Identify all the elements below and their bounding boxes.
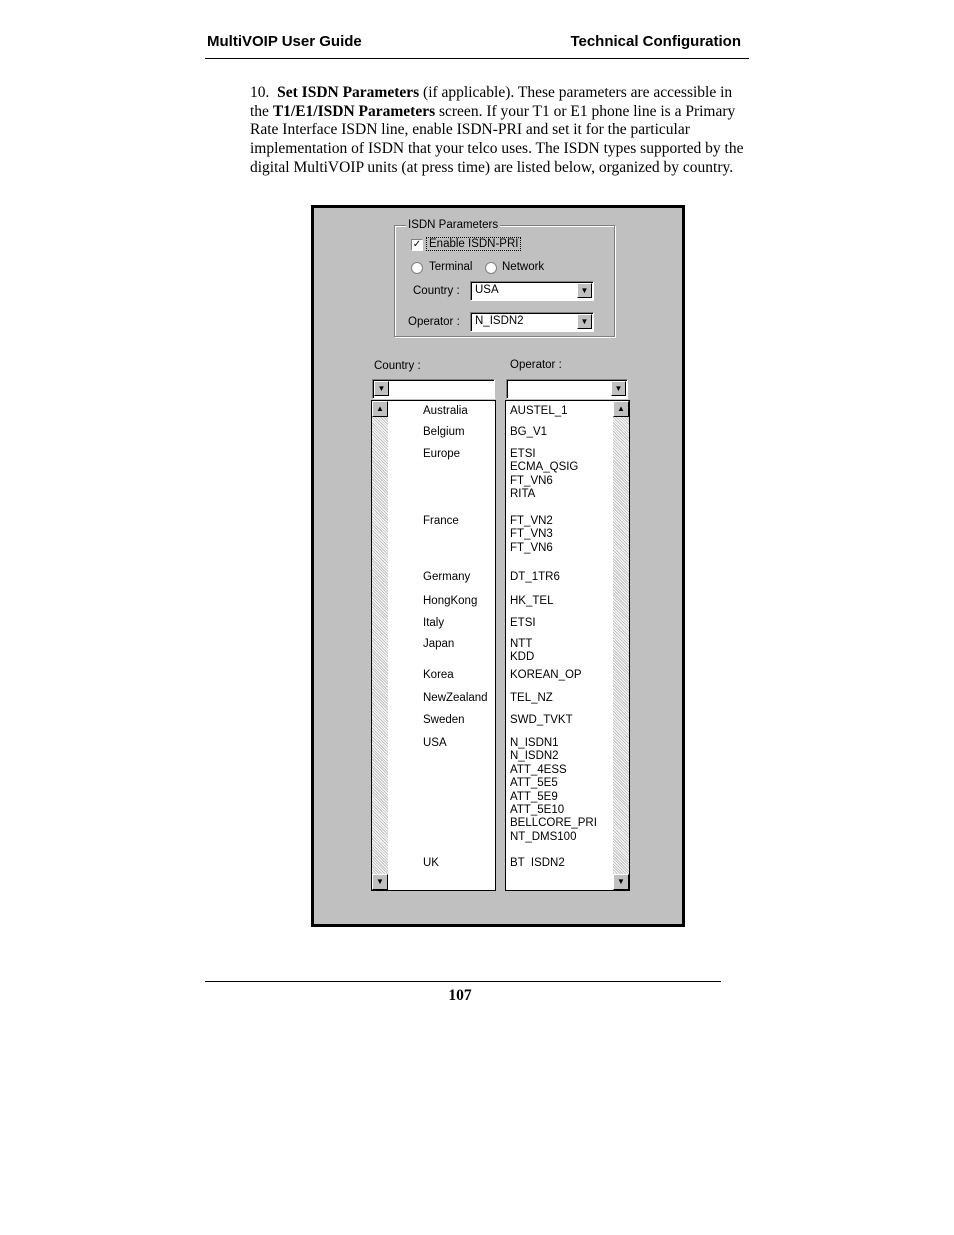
isdn-parameters-screenshot	[311, 205, 685, 927]
country-label: Country :	[413, 285, 460, 297]
isdn-group-title: ISDN Parameters	[408, 219, 499, 231]
operator-list-item[interactable]	[510, 857, 565, 870]
operator-name: FT_VN6	[510, 541, 553, 554]
operator-name: BG_V1	[510, 426, 548, 438]
country-list-item[interactable]: Korea	[423, 669, 454, 681]
operator-list-item[interactable]	[510, 405, 568, 418]
country-list-item[interactable]: Italy	[423, 617, 445, 629]
paragraph-text-1: (if applicable). These parameters are accessible in the	[250, 84, 733, 120]
country-list-scrollbar[interactable]	[372, 401, 388, 890]
operator-list-item[interactable]	[510, 426, 547, 439]
operator-list-item[interactable]	[510, 617, 536, 630]
checkmark-icon: ✓	[412, 239, 422, 250]
operator-name: ATT_5E9	[510, 790, 558, 803]
operator-list-item[interactable]	[510, 595, 553, 608]
operator-list-item[interactable]	[510, 669, 582, 682]
country-list-item[interactable]: Australia	[423, 405, 468, 417]
operator-name: ECMA_QSIG	[510, 461, 579, 474]
terminal-radio[interactable]	[411, 262, 423, 274]
operator-name: ATT_5E5	[510, 777, 558, 790]
operator-list[interactable]	[505, 400, 630, 891]
list-country-filter[interactable]	[372, 379, 495, 399]
network-radio[interactable]	[485, 262, 497, 274]
operator-name: SWD_TVKT	[510, 714, 573, 726]
operator-list-item[interactable]	[510, 448, 578, 502]
enable-isdn-pri-label[interactable]: Enable ISDN-PRI	[426, 237, 521, 251]
scroll-up-icon[interactable]: ▲	[613, 401, 629, 417]
terminal-radio-label[interactable]: Terminal	[429, 261, 473, 273]
country-list-item[interactable]: Germany	[423, 571, 471, 583]
scroll-down-icon[interactable]: ▼	[372, 874, 388, 890]
operator-name: KOREAN_OP	[510, 669, 582, 681]
chevron-down-icon[interactable]: ▼	[577, 283, 592, 298]
step-number: 10.	[250, 84, 270, 101]
screen-name: T1/E1/ISDN Parameters	[272, 102, 436, 120]
country-list-item[interactable]: Sweden	[423, 714, 465, 726]
operator-name: N_ISDN1	[510, 737, 559, 749]
list-operator-header: Operator :	[510, 359, 562, 371]
operator-select-value: N_ISDN2	[475, 315, 524, 327]
operator-name: DT_1TR6	[510, 571, 560, 583]
chevron-down-icon[interactable]: ▼	[577, 314, 592, 329]
page-header-right: Technical Configuration	[570, 33, 741, 50]
country-list-item[interactable]: Japan	[423, 638, 455, 650]
operator-name: AUSTEL_1	[510, 405, 568, 417]
list-operator-filter[interactable]	[506, 379, 628, 399]
enable-isdn-pri-checkbox[interactable]	[411, 239, 423, 251]
operator-list-item[interactable]	[510, 714, 573, 727]
country-select[interactable]	[470, 281, 594, 301]
operator-name: NTT	[510, 638, 533, 650]
page-header-left: MultiVOIP User Guide	[207, 33, 362, 50]
operator-name: ETSI	[510, 448, 536, 460]
operator-list-scrollbar[interactable]	[613, 401, 629, 890]
scroll-down-icon[interactable]: ▼	[613, 874, 629, 890]
operator-list-item[interactable]	[510, 737, 597, 844]
operator-name: RITA	[510, 488, 536, 501]
operator-name: TEL_NZ	[510, 692, 553, 704]
operator-name: FT_VN3	[510, 528, 553, 541]
operator-name: KDD	[510, 651, 535, 664]
country-select-value: USA	[475, 284, 499, 296]
page-number: 107	[448, 987, 472, 1004]
operator-list-item[interactable]	[510, 638, 534, 665]
country-list-item[interactable]: Europe	[423, 448, 461, 460]
country-list-item[interactable]: HongKong	[423, 595, 478, 607]
operator-list-item[interactable]	[510, 515, 553, 555]
step-title: Set ISDN Parameters	[277, 84, 420, 101]
operator-name: FT_VN6	[510, 474, 553, 487]
operator-name: BT ISDN2	[510, 857, 565, 869]
operator-list-item[interactable]	[510, 692, 553, 705]
operator-list-item[interactable]	[510, 571, 560, 584]
operator-name: BELLCORE_PRI	[510, 817, 597, 830]
operator-name: ATT_4ESS	[510, 763, 567, 776]
scroll-up-icon[interactable]: ▲	[372, 401, 388, 417]
list-country-header: Country :	[374, 360, 421, 372]
country-list-item[interactable]: USA	[423, 737, 447, 749]
operator-name: ETSI	[510, 617, 536, 629]
country-list-item[interactable]: NewZealand	[423, 692, 488, 704]
country-list-item[interactable]: France	[423, 515, 459, 527]
paragraph-text-2: screen. If your T1 or E1 phone line is a Primary Rate Interface ISDN line, enable ISDN-PRI and set it for the particular implementation of ISDN that your telco uses. The ISDN types supported by the digital MultiVOIP units (at press time) are listed below, organized by country.	[250, 102, 744, 176]
country-list[interactable]	[371, 400, 496, 891]
operator-name: FT_VN2	[510, 515, 553, 527]
chevron-down-icon[interactable]: ▼	[611, 381, 626, 396]
header-rule	[205, 58, 749, 59]
operator-select[interactable]	[470, 312, 594, 332]
country-list-item[interactable]: UK	[423, 857, 439, 869]
instruction-paragraph	[250, 84, 750, 178]
network-radio-label[interactable]: Network	[502, 261, 545, 273]
operator-label: Operator :	[408, 316, 460, 328]
chevron-down-icon[interactable]: ▼	[374, 381, 389, 396]
country-list-item[interactable]: Belgium	[423, 426, 465, 438]
operator-name: ATT_5E10	[510, 804, 565, 817]
operator-name: HK_TEL	[510, 595, 554, 607]
operator-name: N_ISDN2	[510, 750, 559, 763]
operator-name: NT_DMS100	[510, 830, 577, 843]
footer-rule	[205, 981, 721, 982]
